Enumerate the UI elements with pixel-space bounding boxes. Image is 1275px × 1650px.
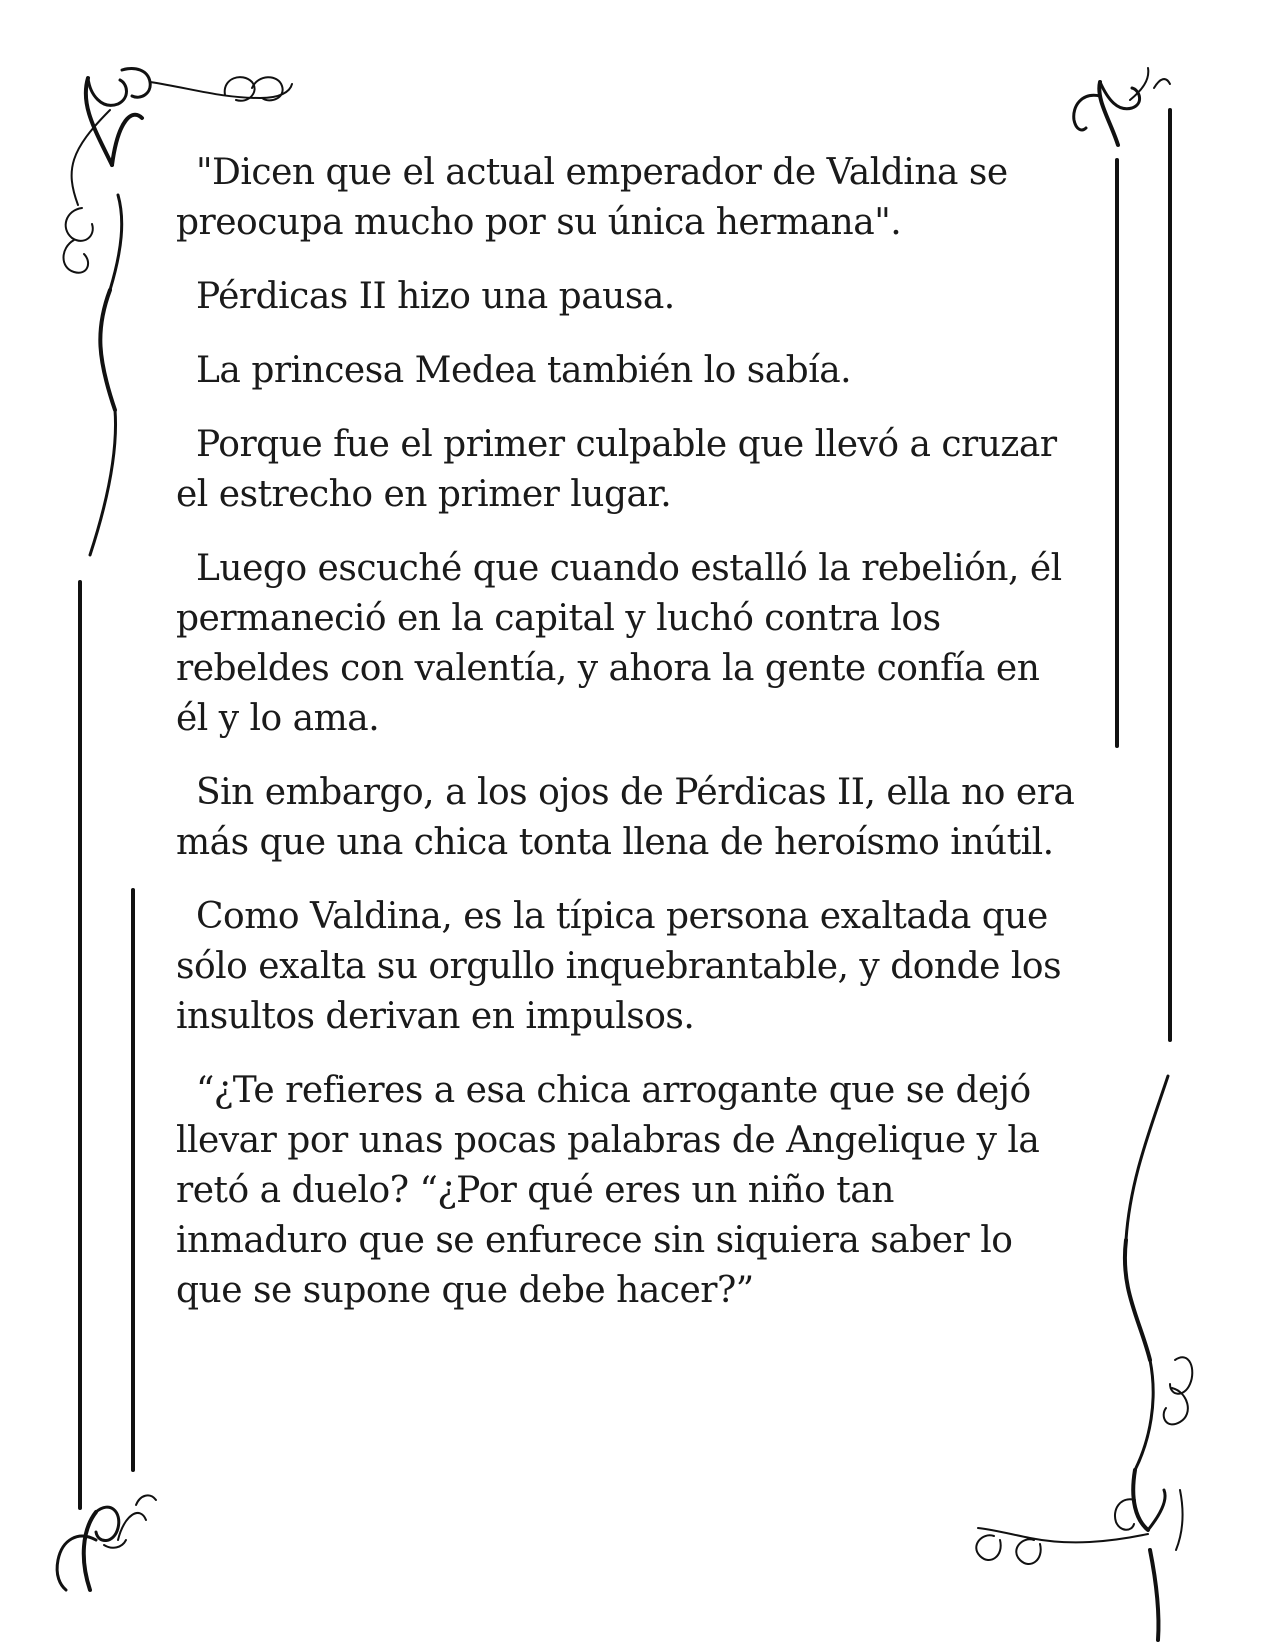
bottom-left-flourish	[57, 1495, 156, 1590]
paragraph: Sin embargo, a los ojos de Pérdicas II, ella no era más que una chica tonta llena de heroísmo inútil.	[176, 772, 1075, 863]
paragraph: Pérdicas II hizo una pausa.	[196, 276, 675, 317]
top-right-flourish	[1074, 68, 1170, 145]
paragraph: Luego escuché que cuando estalló la rebelión, él permaneció en la capital y luchó contra los rebeldes con valentía, y ahora la gente confía en él y lo ama.	[176, 548, 1062, 739]
paragraph: “¿Te refieres a esa chica arrogante que se dejó llevar por unas pocas palabras de Angelique y la retó a duelo? “¿Por qué eres un niño tan inmaduro que se enfurece sin siquiera saber lo que se supone que debe hacer?”	[176, 1070, 1040, 1311]
document-body	[176, 148, 1076, 1340]
paragraph: Porque fue el primer culpable que llevó a cruzar el estrecho en primer lugar.	[176, 424, 1057, 515]
paragraph: Como Valdina, es la típica persona exaltada que sólo exalta su orgullo inquebrantable, y donde los insultos derivan en impulsos.	[176, 896, 1062, 1037]
paragraph: "Dicen que el actual emperador de Valdina se preocupa mucho por su única hermana".	[176, 152, 1008, 243]
paragraph: La princesa Medea también lo sabía.	[196, 350, 852, 391]
